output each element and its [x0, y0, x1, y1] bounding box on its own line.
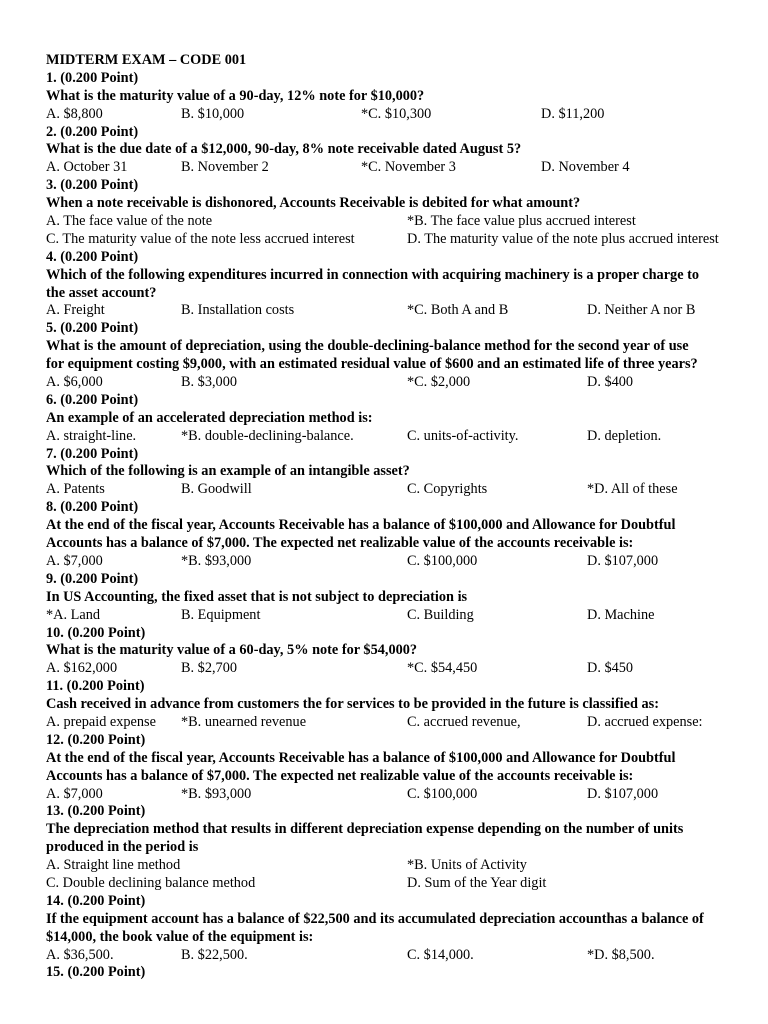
- answer-option: *B. The face value plus accrued interest: [407, 213, 636, 230]
- answer-option: A. $8,800: [46, 105, 103, 122]
- question-header: 1. (0.200 Point): [46, 69, 139, 86]
- question-block: [46, 893, 746, 965]
- options-row: [46, 481, 746, 499]
- question-text: Which of the following is an example of an intangible asset?: [46, 463, 410, 480]
- answer-option: *C. $10,300: [361, 105, 432, 122]
- question-text: If the equipment account has a balance of $22,500 and its accumulated depreciation accounthas a balance of: [46, 910, 704, 927]
- options-row: [46, 213, 746, 231]
- answer-option: D. November 4: [541, 159, 630, 176]
- question-text: At the end of the fiscal year, Accounts Receivable has a balance of $100,000 and Allowance for Doubtful: [46, 749, 676, 766]
- answer-option: *A. Land: [46, 606, 100, 623]
- question-block: [46, 177, 746, 249]
- answer-option: *D. All of these: [587, 481, 678, 498]
- question-text: Accounts has a balance of $7,000. The expected net realizable value of the accounts receivable is:: [46, 535, 634, 552]
- answer-option: A. Freight: [46, 302, 105, 319]
- question-block: [46, 571, 746, 625]
- question-header: 6. (0.200 Point): [46, 391, 139, 408]
- answer-option: *D. $8,500.: [587, 946, 655, 963]
- question-header: 15. (0.200 Point): [46, 964, 146, 981]
- question-text: the asset account?: [46, 284, 157, 301]
- answer-option: *B. Units of Activity: [407, 857, 527, 874]
- question-header: 14. (0.200 Point): [46, 892, 146, 909]
- options-row: [46, 374, 746, 392]
- options-row: [46, 607, 746, 625]
- question-text: Cash received in advance from customers the for services to be provided in the future is classified as:: [46, 696, 659, 713]
- question-header: 13. (0.200 Point): [46, 803, 146, 820]
- answer-option: A. $7,000: [46, 785, 103, 802]
- question-text: An example of an accelerated depreciation method is:: [46, 409, 373, 426]
- question-text: In US Accounting, the fixed asset that is not subject to depreciation is: [46, 588, 468, 605]
- answer-option: C. units-of-activity.: [407, 427, 519, 444]
- options-row: [46, 786, 746, 804]
- question-block: [46, 625, 746, 679]
- answer-option: C. The maturity value of the note less accrued interest: [46, 230, 355, 247]
- question-header: 10. (0.200 Point): [46, 624, 146, 641]
- options-row: [46, 159, 746, 177]
- answer-option: D. $107,000: [587, 552, 659, 569]
- options-row: [46, 302, 746, 320]
- answer-option: A. October 31: [46, 159, 128, 176]
- answer-option: C. $14,000.: [407, 946, 474, 963]
- answer-option: A. $36,500.: [46, 946, 114, 963]
- question-text: What is the amount of depreciation, using the double-declining-balance method for the second year of use: [46, 338, 689, 355]
- options-row: [46, 857, 746, 875]
- options-row: [46, 231, 746, 249]
- answer-option: C. accrued revenue,: [407, 713, 521, 730]
- question-block: [46, 320, 746, 392]
- question-block: [46, 446, 746, 500]
- answer-option: C. Double declining balance method: [46, 874, 256, 891]
- question-text: The depreciation method that results in different depreciation expense depending on the number of units: [46, 821, 684, 838]
- answer-option: B. $3,000: [181, 374, 238, 391]
- question-text: At the end of the fiscal year, Accounts Receivable has a balance of $100,000 and Allowance for Doubtful: [46, 517, 676, 534]
- options-row: [46, 428, 746, 446]
- answer-option: A. Patents: [46, 481, 105, 498]
- answer-option: *C. November 3: [361, 159, 456, 176]
- answer-option: A. prepaid expense: [46, 713, 156, 730]
- answer-option: D. accrued expense:: [587, 713, 703, 730]
- question-text: What is the due date of a $12,000, 90-day, 8% note receivable dated August 5?: [46, 141, 522, 158]
- answer-option: B. $10,000: [181, 105, 245, 122]
- question-block: [46, 392, 746, 446]
- question-text: Accounts has a balance of $7,000. The expected net realizable value of the accounts receivable is:: [46, 767, 634, 784]
- question-block: [46, 964, 746, 982]
- question-block: [46, 499, 746, 571]
- question-text: $14,000, the book value of the equipment is:: [46, 928, 314, 945]
- question-text: Which of the following expenditures incurred in connection with acquiring machinery is a proper charge to: [46, 266, 700, 283]
- question-block: [46, 249, 746, 321]
- question-header: 11. (0.200 Point): [46, 678, 145, 695]
- question-header: 9. (0.200 Point): [46, 570, 139, 587]
- answer-option: C. $100,000: [407, 785, 478, 802]
- answer-option: B. Installation costs: [181, 302, 295, 319]
- answer-option: B. $22,500.: [181, 946, 248, 963]
- exam-title: MIDTERM EXAM – CODE 001: [46, 52, 247, 68]
- question-list: [46, 70, 746, 982]
- options-row: [46, 947, 746, 965]
- question-header: 7. (0.200 Point): [46, 445, 139, 462]
- question-block: [46, 803, 746, 892]
- answer-option: D. $11,200: [541, 105, 605, 122]
- question-header: 4. (0.200 Point): [46, 248, 139, 265]
- answer-option: *C. Both A and B: [407, 302, 509, 319]
- answer-option: A. $162,000: [46, 660, 118, 677]
- question-text: What is the maturity value of a 60-day, 5% note for $54,000?: [46, 642, 418, 659]
- answer-option: D. $450: [587, 660, 634, 677]
- answer-option: C. Copyrights: [407, 481, 488, 498]
- answer-option: B. November 2: [181, 159, 269, 176]
- question-block: [46, 124, 746, 178]
- question-text: for equipment costing $9,000, with an estimated residual value of $600 and an estimated life of three years?: [46, 356, 698, 373]
- question-block: [46, 70, 746, 124]
- answer-option: *C. $2,000: [407, 374, 471, 391]
- question-text: What is the maturity value of a 90-day, 12% note for $10,000?: [46, 87, 425, 104]
- answer-option: A. $7,000: [46, 552, 103, 569]
- answer-option: D. Machine: [587, 606, 655, 623]
- answer-option: *B. double-declining-balance.: [181, 427, 354, 444]
- answer-option: B. Equipment: [181, 606, 261, 623]
- answer-option: C. $100,000: [407, 552, 478, 569]
- question-header: 3. (0.200 Point): [46, 177, 139, 194]
- question-header: 5. (0.200 Point): [46, 320, 139, 337]
- options-row: [46, 875, 746, 893]
- answer-option: D. Sum of the Year digit: [407, 874, 547, 891]
- exam-document: [46, 52, 746, 982]
- options-row: [46, 660, 746, 678]
- answer-option: D. depletion.: [587, 427, 662, 444]
- options-row: [46, 106, 746, 124]
- answer-option: *B. unearned revenue: [181, 713, 307, 730]
- answer-option: D. The maturity value of the note plus accrued interest: [407, 230, 719, 247]
- answer-option: D. $400: [587, 374, 634, 391]
- answer-option: D. Neither A nor B: [587, 302, 696, 319]
- options-row: [46, 714, 746, 732]
- question-header: 12. (0.200 Point): [46, 731, 146, 748]
- answer-option: A. $6,000: [46, 374, 103, 391]
- answer-option: A. Straight line method: [46, 857, 181, 874]
- answer-option: A. The face value of the note: [46, 213, 213, 230]
- question-text: When a note receivable is dishonored, Accounts Receivable is debited for what amount?: [46, 195, 581, 212]
- question-block: [46, 678, 746, 732]
- answer-option: B. $2,700: [181, 660, 238, 677]
- answer-option: *B. $93,000: [181, 552, 252, 569]
- answer-option: A. straight-line.: [46, 427, 137, 444]
- options-row: [46, 553, 746, 571]
- question-header: 2. (0.200 Point): [46, 123, 139, 140]
- question-text: produced in the period is: [46, 839, 199, 856]
- answer-option: *C. $54,450: [407, 660, 478, 677]
- question-block: [46, 732, 746, 804]
- question-header: 8. (0.200 Point): [46, 499, 139, 516]
- answer-option: *B. $93,000: [181, 785, 252, 802]
- answer-option: D. $107,000: [587, 785, 659, 802]
- answer-option: C. Building: [407, 606, 474, 623]
- answer-option: B. Goodwill: [181, 481, 252, 498]
